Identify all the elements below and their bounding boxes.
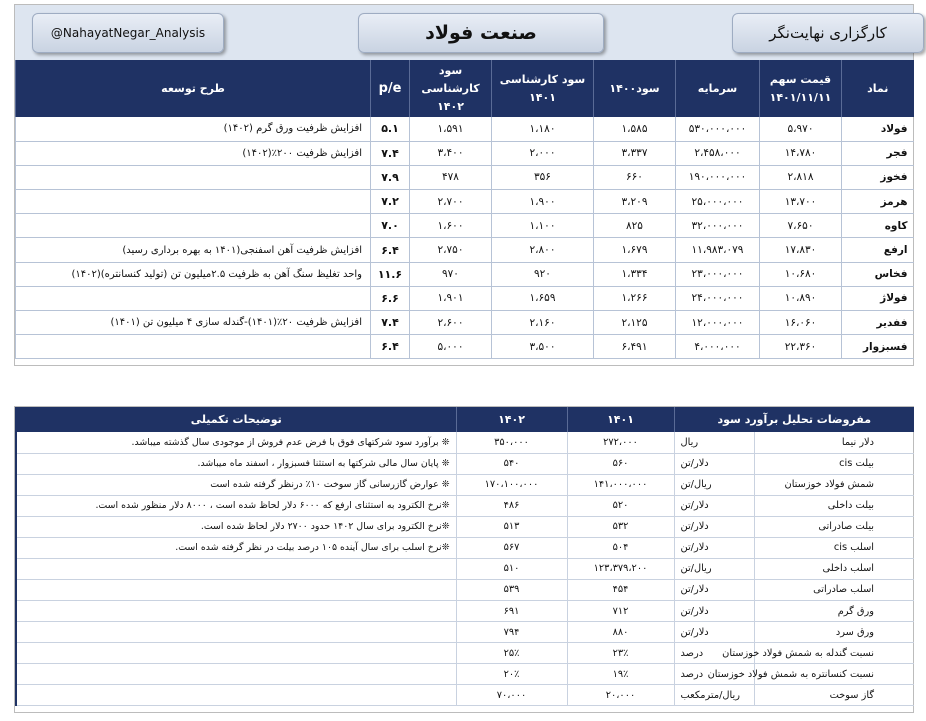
value-1402: ۷۹۴ (456, 622, 567, 643)
note-text: ❊ عوارض گازرسانی گاز سوخت ۱۰٪ درنظر گرفته شده است (16, 474, 456, 495)
cell-price: ۱۳،۷۰۰ (760, 190, 842, 214)
list-item (16, 685, 914, 706)
cell-symbol: هرمز (842, 190, 914, 214)
assumption-label: ورق سرد (754, 622, 914, 643)
cell-pe: ۷.۰ (371, 214, 410, 238)
value-1402: ۱۷۰،۱۰۰،۰۰۰ (456, 474, 567, 495)
value-1401: ۵۰۴ (567, 537, 674, 558)
cell-price: ۱۷،۸۳۰ (760, 238, 842, 262)
list-item (16, 601, 914, 622)
cell-pe: ۶.۶ (371, 286, 410, 310)
value-1402: ۲۵٪ (456, 643, 567, 664)
cell-symbol: ارفع (842, 238, 914, 262)
list-item (16, 558, 914, 579)
cell-capital: ۴،۰۰۰،۰۰۰ (676, 335, 760, 359)
cell-profit-1402: ۴۷۸ (410, 165, 492, 189)
cell-profit-1402: ۵،۰۰۰ (410, 335, 492, 359)
cell-profit-1401: ۲،۰۰۰ (492, 141, 594, 165)
cell-profit-1400: ۱،۳۳۴ (594, 262, 676, 286)
cell-pe: ۷.۹ (371, 165, 410, 189)
cell-capital: ۱۱،۹۸۳،۰۷۹ (676, 238, 760, 262)
assumption-unit: دلار/تن (674, 453, 754, 474)
cell-profit-1401: ۹۲۰ (492, 262, 594, 286)
cell-symbol: فجر (842, 141, 914, 165)
value-1401: ۷۱۲ (567, 601, 674, 622)
table-row (16, 214, 914, 238)
cell-price: ۱۰،۶۸۰ (760, 262, 842, 286)
note-text (16, 558, 456, 579)
cell-pe: ۷.۴ (371, 141, 410, 165)
value-1402: ۳۵۰،۰۰۰ (456, 432, 567, 453)
value-1401: ۲۳٪ (567, 643, 674, 664)
cell-profit-1401: ۱،۶۵۹ (492, 286, 594, 310)
cell-capital: ۳۲،۰۰۰،۰۰۰ (676, 214, 760, 238)
cell-profit-1400: ۱،۵۸۵ (594, 117, 676, 141)
cell-plan: واحد تغلیظ سنگ آهن به ظرفیت ۲.۵میلیون تن (تولید کنسانتره)(۱۴۰۲) (16, 262, 371, 286)
list-item (16, 664, 914, 685)
cell-price: ۱۴،۷۸۰ (760, 141, 842, 165)
note-text: ❊نرخ الکترود به استثنای ارفع که ۶۰۰۰ دلار لحاظ شده است ، ۸۰۰۰ دلار منظور شده است. (16, 495, 456, 516)
assumption-unit: ریال/مترمکعب (674, 685, 754, 706)
cell-plan (16, 286, 371, 310)
list-item (16, 537, 914, 558)
assumption-label: گاز سوخت (754, 685, 914, 706)
cell-plan: افزایش ظرفیت ورق گرم (۱۴۰۲) (16, 117, 371, 141)
cell-capital: ۲۴،۰۰۰،۰۰۰ (676, 286, 760, 310)
assumptions-table (15, 407, 914, 706)
cell-symbol: فسبزوار (842, 335, 914, 359)
cell-pe: ۵.۱ (371, 117, 410, 141)
cell-profit-1402: ۱،۶۰۰ (410, 214, 492, 238)
col-header-plan: طرح توسعه (16, 60, 371, 117)
cell-profit-1401: ۲،۱۶۰ (492, 311, 594, 335)
table-row (16, 117, 914, 141)
value-1401: ۵۳۲ (567, 516, 674, 537)
cell-profit-1400: ۸۲۵ (594, 214, 676, 238)
assumption-label: نسبت گندله به شمش فولاد خوزستان (754, 643, 914, 664)
cell-profit-1402: ۲،۶۰۰ (410, 311, 492, 335)
cell-profit-1401: ۱،۹۰۰ (492, 190, 594, 214)
list-item (16, 453, 914, 474)
cell-profit-1400: ۳،۳۳۷ (594, 141, 676, 165)
assumption-unit: درصد (674, 643, 754, 664)
col-header-1402: ۱۴۰۲ (456, 407, 567, 432)
list-item (16, 622, 914, 643)
value-1401: ۲۷۲،۰۰۰ (567, 432, 674, 453)
note-text (16, 579, 456, 600)
cell-profit-1402: ۳،۴۰۰ (410, 141, 492, 165)
table-row (16, 165, 914, 189)
assumption-unit: ریال/تن (674, 558, 754, 579)
assumption-label: بیلت cis (754, 453, 914, 474)
cell-profit-1401: ۳،۵۰۰ (492, 335, 594, 359)
note-text (16, 601, 456, 622)
value-1401: ۱۹٪ (567, 664, 674, 685)
cell-price: ۲،۸۱۸ (760, 165, 842, 189)
cell-price: ۲۲،۳۶۰ (760, 335, 842, 359)
assumption-label: نسبت کنسانتره به شمش فولاد خوزستان (754, 664, 914, 685)
note-text (16, 664, 456, 685)
cell-profit-1401: ۱،۱۰۰ (492, 214, 594, 238)
cell-plan: افزایش ظرفیت ۲۰٪(۱۴۰۱)-گندله سازی ۴ میلیون تن (۱۴۰۱) (16, 311, 371, 335)
cell-price: ۱۶،۰۶۰ (760, 311, 842, 335)
assumption-label: شمش فولاد خوزستان (754, 474, 914, 495)
list-item (16, 474, 914, 495)
value-1402: ۵۳۹ (456, 579, 567, 600)
cell-profit-1401: ۳۵۶ (492, 165, 594, 189)
cell-price: ۷،۶۵۰ (760, 214, 842, 238)
col-header-pe: p/e (371, 60, 410, 117)
list-item (16, 495, 914, 516)
value-1402: ۵۴۰ (456, 453, 567, 474)
table-row (16, 190, 914, 214)
assumption-unit: ریال (674, 432, 754, 453)
cell-profit-1402: ۲،۷۵۰ (410, 238, 492, 262)
col-header-price: قیمت سهم ۱۴۰۱/۱۱/۱۱ (760, 60, 842, 117)
assumption-label: بیلت صادراتی (754, 516, 914, 537)
cell-pe: ۶.۴ (371, 335, 410, 359)
cell-profit-1400: ۱،۲۶۶ (594, 286, 676, 310)
cell-profit-1400: ۳،۲۰۹ (594, 190, 676, 214)
list-item (16, 579, 914, 600)
assumption-unit: ریال/تن (674, 474, 754, 495)
cell-profit-1400: ۶،۴۹۱ (594, 335, 676, 359)
cell-profit-1401: ۱،۱۸۰ (492, 117, 594, 141)
cell-pe: ۷.۲ (371, 190, 410, 214)
col-header-notes: توضیحات تکمیلی (16, 407, 456, 432)
col-header-symbol: نماد (842, 60, 914, 117)
cell-symbol: کاوه (842, 214, 914, 238)
cell-plan (16, 165, 371, 189)
col-header-1401: ۱۴۰۱ (567, 407, 674, 432)
col-header-capital: سرمایه (676, 60, 760, 117)
cell-price: ۵،۹۷۰ (760, 117, 842, 141)
cell-price: ۱۰،۸۹۰ (760, 286, 842, 310)
assumption-label: بیلت داخلی (754, 495, 914, 516)
brand-badge: کارگزاری نهایت‌نگر (732, 13, 924, 53)
table-row (16, 311, 914, 335)
assumption-unit: دلار/تن (674, 579, 754, 600)
cell-profit-1402: ۱،۹۰۱ (410, 286, 492, 310)
note-text: ❊نرخ الکترود برای سال ۱۴۰۲ حدود ۲۷۰۰ دلار لحاظ شده است. (16, 516, 456, 537)
value-1402: ۵۶۷ (456, 537, 567, 558)
value-1402: ۴۸۶ (456, 495, 567, 516)
cell-symbol: فولاد (842, 117, 914, 141)
cell-symbol: ففدیر (842, 311, 914, 335)
assumption-unit: دلار/تن (674, 537, 754, 558)
value-1401: ۵۲۰ (567, 495, 674, 516)
header-band (15, 5, 913, 60)
value-1402: ۷۰،۰۰۰ (456, 685, 567, 706)
cell-symbol: فخوز (842, 165, 914, 189)
value-1402: ۲۰٪ (456, 664, 567, 685)
assumption-label: اسلب داخلی (754, 558, 914, 579)
table-row (16, 141, 914, 165)
cell-capital: ۲۵،۰۰۰،۰۰۰ (676, 190, 760, 214)
cell-plan (16, 335, 371, 359)
cell-plan: افزایش ظرفیت آهن اسفنجی(۱۴۰۱ به بهره برداری رسید) (16, 238, 371, 262)
note-text: ❊ پایان سال مالی شرکتها به استثنا فسبزوار ، اسفند ماه میباشد. (16, 453, 456, 474)
assumption-label: اسلب صادراتی (754, 579, 914, 600)
list-item (16, 516, 914, 537)
value-1401: ۸۸۰ (567, 622, 674, 643)
value-1401: ۲۰،۰۰۰ (567, 685, 674, 706)
cell-pe: ۶.۴ (371, 238, 410, 262)
table-row (16, 262, 914, 286)
value-1401: ۱۴۱،۰۰۰،۰۰۰ (567, 474, 674, 495)
cell-plan (16, 190, 371, 214)
cell-profit-1400: ۲،۱۲۵ (594, 311, 676, 335)
assumption-unit: دلار/تن (674, 516, 754, 537)
cell-pe: ۱۱.۶ (371, 262, 410, 286)
col-header-profit-1400: سود۱۴۰۰ (594, 60, 676, 117)
assumption-unit: درصد (674, 664, 754, 685)
list-item (16, 432, 914, 453)
note-text (16, 643, 456, 664)
page-title: صنعت فولاد (358, 13, 604, 53)
assumption-unit: دلار/تن (674, 601, 754, 622)
cell-symbol: فولاژ (842, 286, 914, 310)
col-header-assumptions: مفروضات تحلیل برآورد سود (674, 407, 914, 432)
table-row (16, 286, 914, 310)
assumption-label: دلار نیما (754, 432, 914, 453)
value-1402: ۶۹۱ (456, 601, 567, 622)
value-1401: ۵۶۰ (567, 453, 674, 474)
cell-capital: ۲۳،۰۰۰،۰۰۰ (676, 262, 760, 286)
value-1401: ۱۲۳،۳۷۹،۲۰۰ (567, 558, 674, 579)
cell-profit-1402: ۲،۷۰۰ (410, 190, 492, 214)
cell-capital: ۵۳۰،۰۰۰،۰۰۰ (676, 117, 760, 141)
assumption-label: اسلب cis (754, 537, 914, 558)
cell-profit-1400: ۶۶۰ (594, 165, 676, 189)
cell-profit-1400: ۱،۶۷۹ (594, 238, 676, 262)
cell-capital: ۲،۴۵۸،۰۰۰ (676, 141, 760, 165)
assumption-label: ورق گرم (754, 601, 914, 622)
assumption-unit: دلار/تن (674, 495, 754, 516)
value-1402: ۵۱۰ (456, 558, 567, 579)
list-item (16, 643, 914, 664)
cell-capital: ۱۹۰،۰۰۰،۰۰۰ (676, 165, 760, 189)
col-header-profit-1401: سود کارشناسی ۱۴۰۱ (492, 60, 594, 117)
value-1401: ۴۵۴ (567, 579, 674, 600)
note-text: ❊ برآورد سود شرکتهای فوق با فرض عدم فروش از موجودی سال گذشته میباشد. (16, 432, 456, 453)
cell-profit-1402: ۱،۵۹۱ (410, 117, 492, 141)
note-text (16, 622, 456, 643)
assumption-unit: دلار/تن (674, 622, 754, 643)
cell-plan: افزایش ظرفیت ۲۰۰٪(۱۴۰۲) (16, 141, 371, 165)
cell-pe: ۷.۴ (371, 311, 410, 335)
cell-profit-1401: ۲،۸۰۰ (492, 238, 594, 262)
cell-profit-1402: ۹۷۰ (410, 262, 492, 286)
cell-plan (16, 214, 371, 238)
table-row (16, 238, 914, 262)
col-header-profit-1402: سود کارشناسی ۱۴۰۲ (410, 60, 492, 117)
cell-capital: ۱۲،۰۰۰،۰۰۰ (676, 311, 760, 335)
note-text: ❊نرخ اسلب برای سال آینده ۱۰۵ درصد بیلت در نظر گرفته شده است. (16, 537, 456, 558)
table-row (16, 335, 914, 359)
cell-symbol: فخاس (842, 262, 914, 286)
note-text (16, 685, 456, 706)
value-1402: ۵۱۳ (456, 516, 567, 537)
steel-industry-table (15, 60, 914, 359)
handle-badge: @NahayatNegar_Analysis (32, 13, 224, 53)
